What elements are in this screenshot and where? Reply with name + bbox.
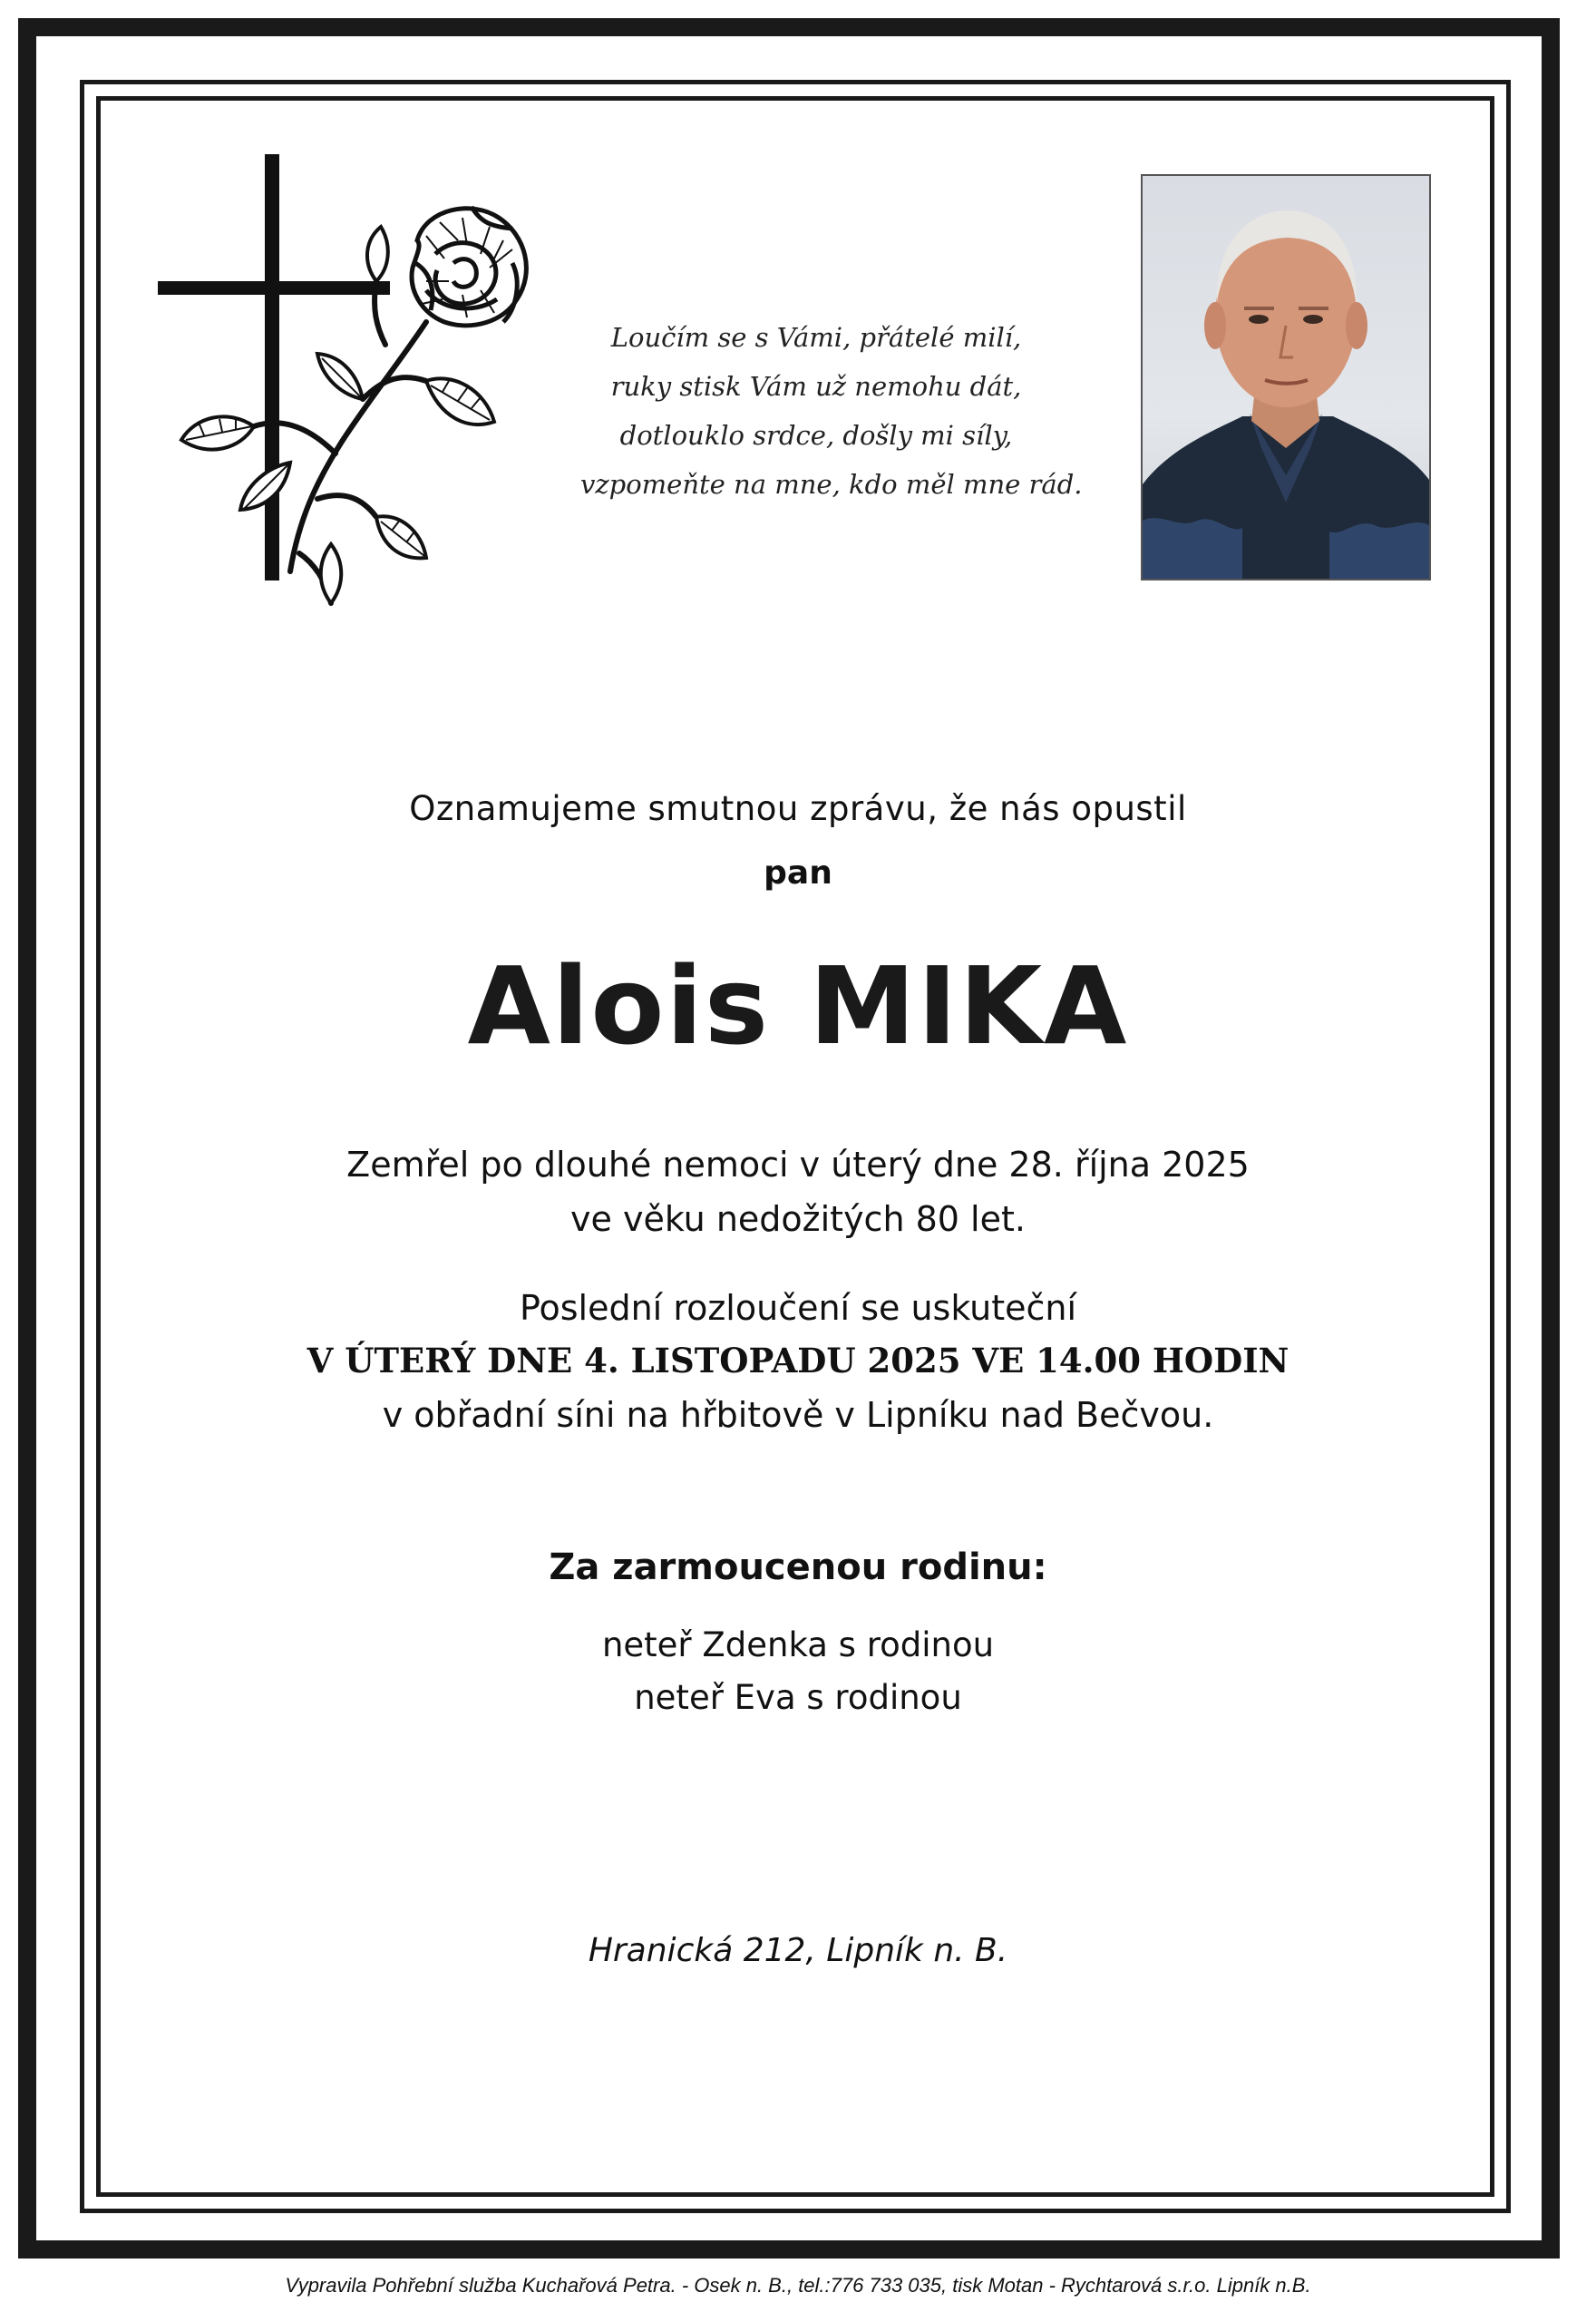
- death-info-line-1: Zemřel po dlouhé nemoci v úterý dne 28. října 2025: [346, 1145, 1250, 1185]
- cross-with-rose-icon: [154, 154, 589, 608]
- poem-line: dotlouklo srdce, došly mi síly,: [619, 420, 1013, 451]
- poem-line: vzpomeňte na mne, kdo měl mne rád.: [580, 469, 1083, 500]
- footer-credits: Vypravila Pohřební služba Kuchařová Petra. - Osek n. B., tel.:776 733 035, tisk Motan - Rychtarová s.r.o. Lipník n.B.: [285, 2274, 1311, 2297]
- address: Hranická 212, Lipník n. B.: [588, 1932, 1008, 1969]
- family-heading: Za zarmoucenou rodinu:: [549, 1546, 1047, 1588]
- relative-item: neteř Zdenka s rodinou: [601, 1625, 995, 1664]
- deceased-name: Alois MIKA: [467, 943, 1129, 1068]
- farewell-date-time: V ÚTERÝ DNE 4. LISTOPADU 2025 VE 14.00 HODIN: [307, 1341, 1289, 1381]
- farewell-line-1: Poslední rozloučení se uskuteční: [519, 1288, 1077, 1328]
- farewell-poem: [580, 313, 1083, 509]
- death-info-line-2: ve věku nedožitých 80 let.: [570, 1199, 1026, 1239]
- poem-line: Loučím se s Vámi, přátelé milí,: [610, 322, 1022, 353]
- portrait-photo: [1141, 174, 1431, 580]
- honorific: pan: [764, 854, 832, 892]
- announcement-text: Oznamujeme smutnou zprávu, že nás opustil: [409, 789, 1187, 828]
- relative-item: neteř Eva s rodinou: [634, 1678, 962, 1717]
- poem-line: ruky stisk Vám už nemohu dát,: [610, 371, 1022, 402]
- farewell-location: v obřadní síni na hřbitově v Lipníku nad Bečvou.: [382, 1395, 1214, 1435]
